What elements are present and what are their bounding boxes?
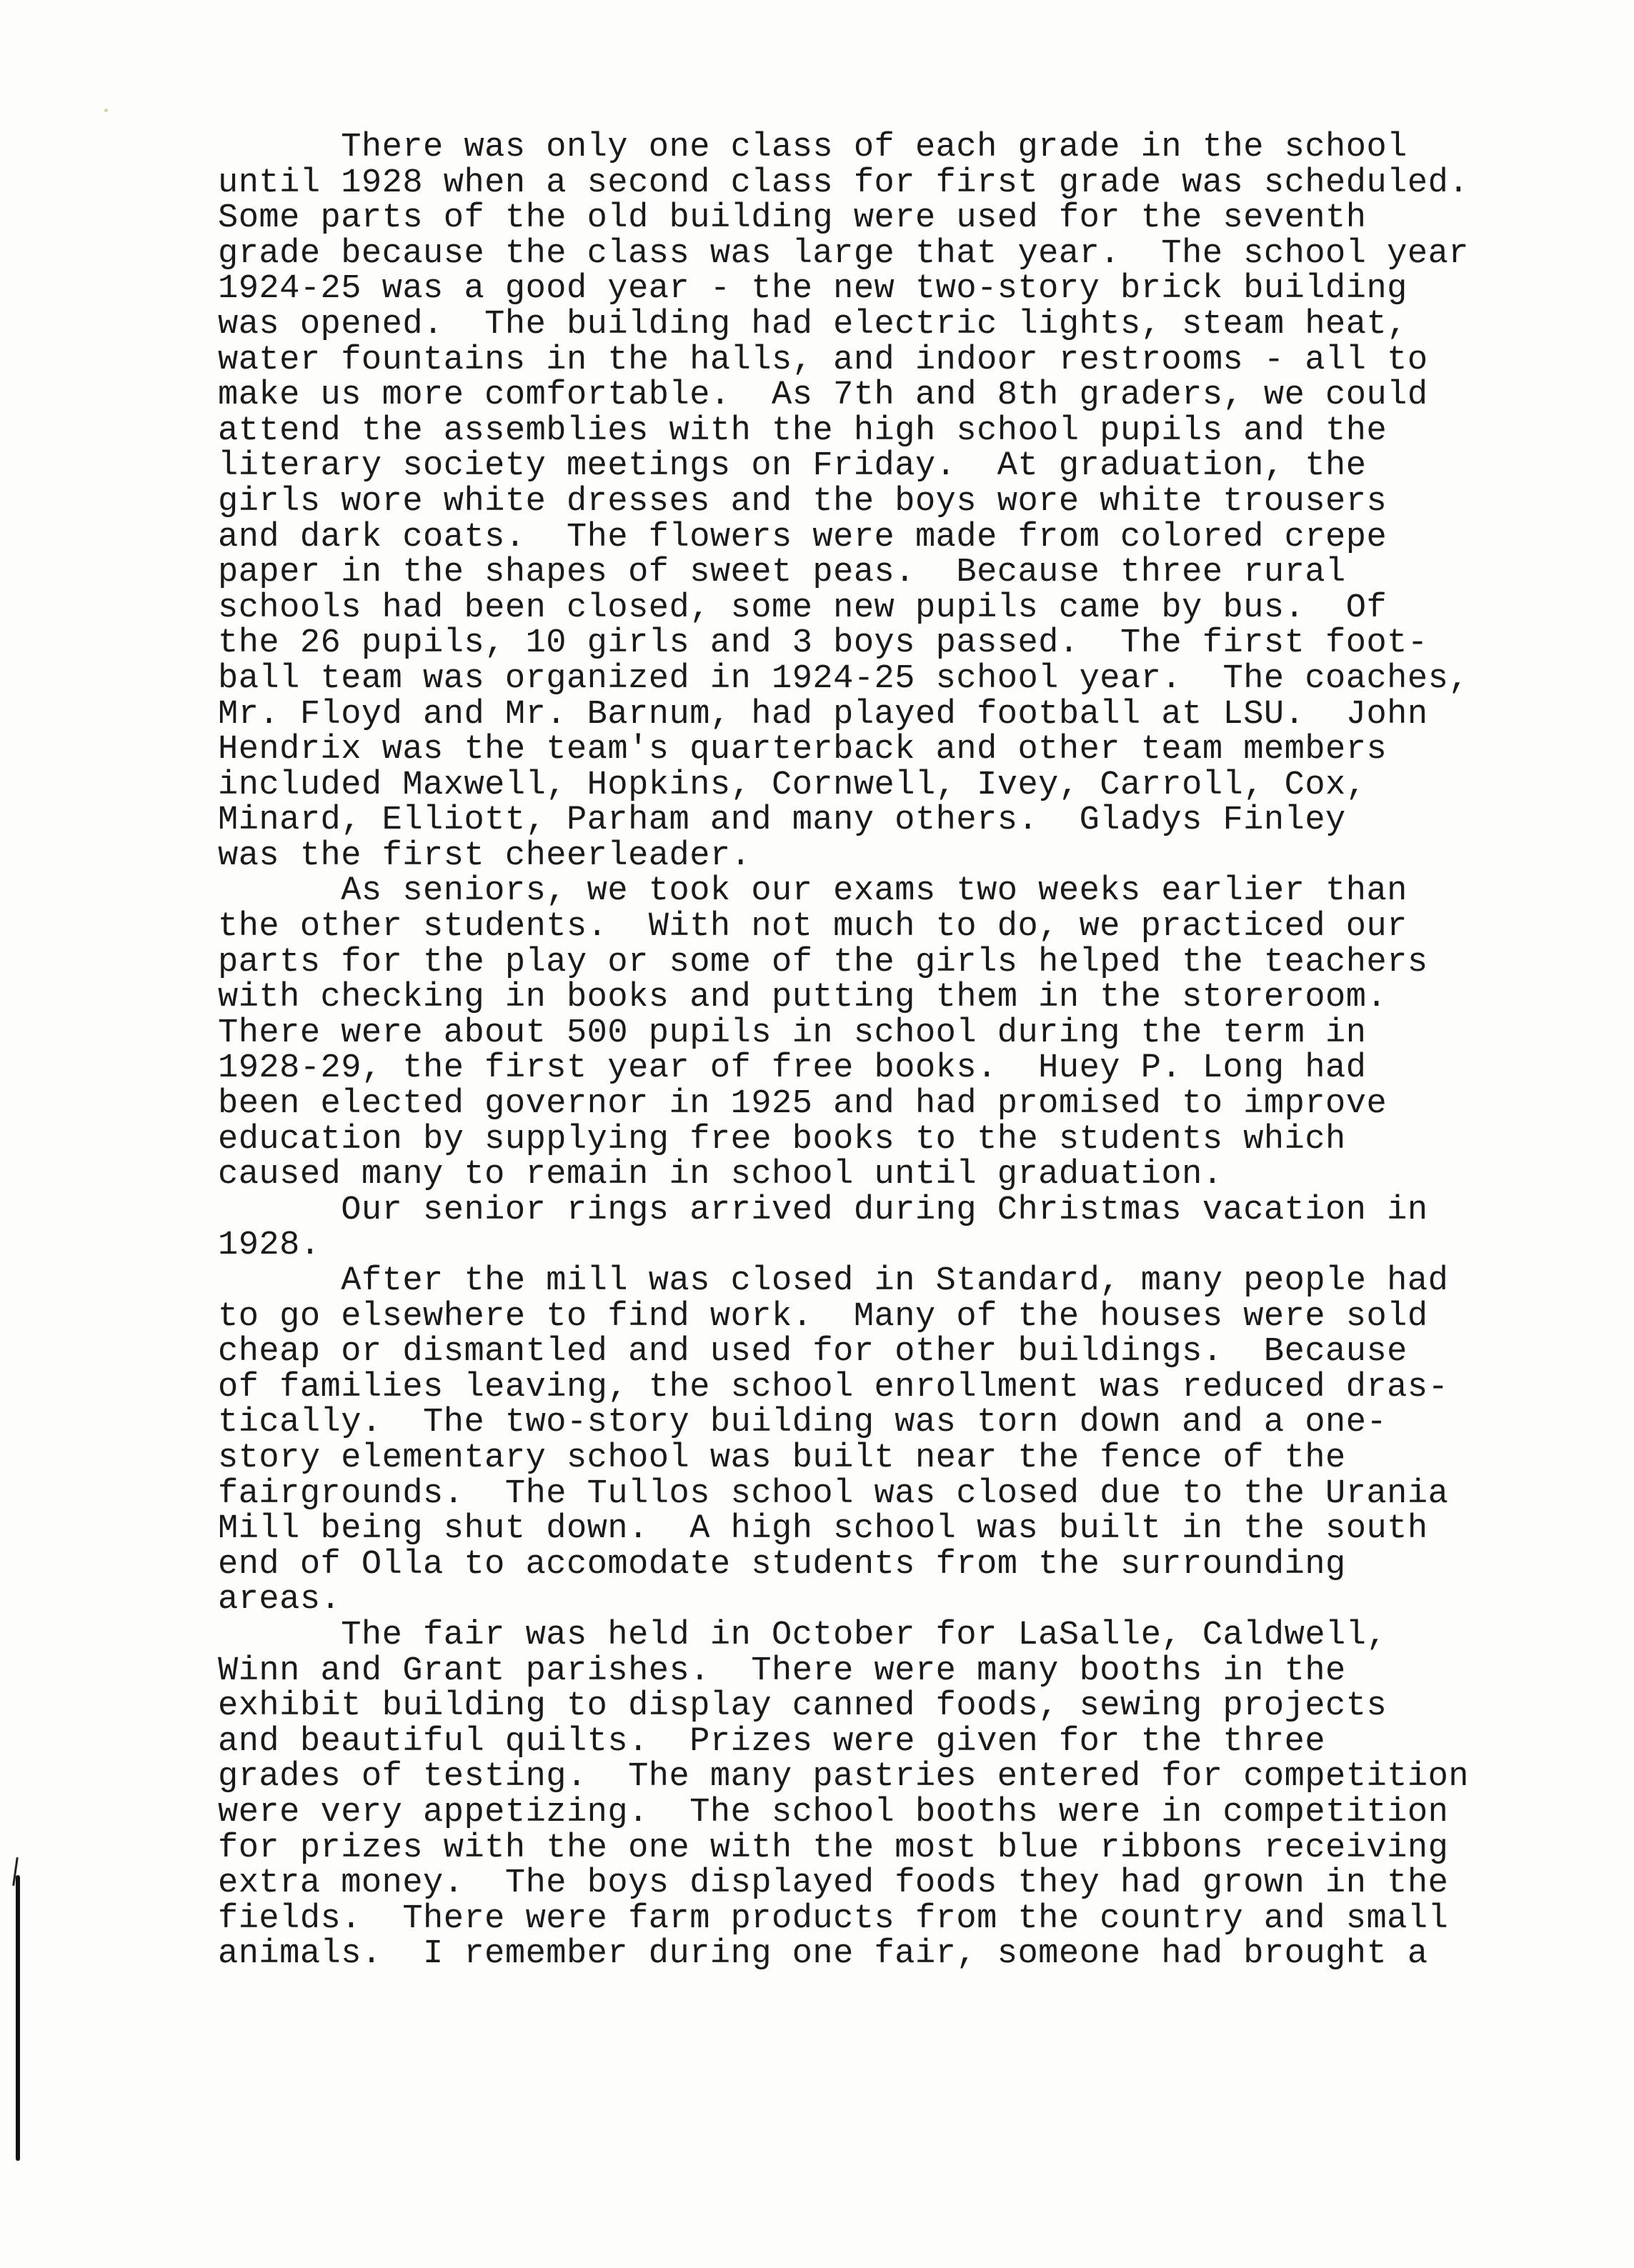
text-line: with checking in books and putting them in the storeroom. (218, 979, 1388, 1017)
text-line: was opened. The building had electric lights, steam heat, (218, 305, 1408, 344)
text-line: Mill being shut down. A high school was built in the south (218, 1510, 1428, 1549)
text-line: Mr. Floyd and Mr. Barnum, had played football at LSU. John (218, 695, 1428, 734)
text-line: make us more comfortable. As 7th and 8th graders, we could (218, 376, 1428, 415)
text-line: story elementary school was built near the fence of the (218, 1439, 1346, 1477)
text-line: extra money. The boys displayed foods they had grown in the (218, 1864, 1449, 1903)
text-line: 1928-29, the first year of free books. Huey P. Long had (218, 1049, 1367, 1088)
text-line: Hendrix was the team's quarterback and other team members (218, 731, 1388, 769)
text-line: fairgrounds. The Tullos school was closed due to the Urania (218, 1474, 1449, 1513)
text-line: ball team was organized in 1924-25 school year. The coaches, (218, 659, 1469, 698)
text-line: As seniors, we took our exams two weeks earlier than (218, 872, 1408, 911)
body-text (218, 130, 1518, 1972)
text-line: of families leaving, the school enrollment was reduced dras- (218, 1368, 1449, 1407)
text-line: tically. The two-story building was torn down and a one- (218, 1404, 1388, 1442)
text-line: grades of testing. The many pastries entered for competition (218, 1758, 1469, 1797)
text-line: included Maxwell, Hopkins, Cornwell, Ivey, Carroll, Cox, (218, 766, 1367, 804)
text-line: and dark coats. The flowers were made from colored crepe (218, 518, 1388, 556)
text-line: grade because the class was large that year. The school year (218, 234, 1469, 273)
text-line: the 26 pupils, 10 girls and 3 boys passed. The first foot- (218, 624, 1428, 663)
text-line: for prizes with the one with the most blue ribbons receiving (218, 1829, 1449, 1867)
text-line: areas. (218, 1581, 342, 1619)
text-line: 1928. (218, 1227, 321, 1265)
text-line: and beautiful quilts. Prizes were given for the three (218, 1722, 1326, 1761)
text-line: to go elsewhere to find work. Many of the houses were sold (218, 1297, 1428, 1336)
text-line: parts for the play or some of the girls helped the teachers (218, 943, 1428, 981)
text-line: There was only one class of each grade in the school (218, 129, 1408, 166)
margin-rule (16, 1875, 20, 2161)
text-line: girls wore white dresses and the boys wore white trousers (218, 482, 1388, 521)
text-line: caused many to remain in school until graduation. (218, 1156, 1223, 1194)
text-line: exhibit building to display canned foods, sewing projects (218, 1687, 1388, 1726)
text-line: Some parts of the old building were used for the seventh (218, 199, 1367, 238)
text-line: been elected governor in 1925 and had promised to improve (218, 1085, 1388, 1124)
text-line: were very appetizing. The school booths were in competition (218, 1793, 1449, 1832)
text-line: the other students. With not much to do, we practiced our (218, 908, 1408, 946)
text-line: water fountains in the halls, and indoor restrooms - all to (218, 341, 1428, 379)
text-line: fields. There were farm products from the country and small (218, 1899, 1449, 1938)
text-line: literary society meetings on Friday. At graduation, the (218, 447, 1367, 486)
text-line: Our senior rings arrived during Christmas vacation in (218, 1191, 1428, 1229)
text-line: attend the assemblies with the high school pupils and the (218, 411, 1388, 450)
paper-speck (104, 109, 108, 112)
text-line: After the mill was closed in Standard, many people had (218, 1262, 1449, 1300)
text-line: schools had been closed, some new pupils came by bus. Of (218, 589, 1388, 627)
text-line: 1924-25 was a good year - the new two-story brick building (218, 270, 1408, 309)
text-line: There were about 500 pupils in school during the term in (218, 1014, 1367, 1052)
text-line: The fair was held in October for LaSalle, Caldwell, (218, 1616, 1388, 1654)
text-line: end of Olla to accomodate students from the surrounding (218, 1545, 1346, 1584)
text-line: Minard, Elliott, Parham and many others. Gladys Finley (218, 801, 1346, 840)
text-line: until 1928 when a second class for first grade was scheduled. (218, 164, 1469, 202)
text-line: paper in the shapes of sweet peas. Because three rural (218, 554, 1346, 592)
text-line: Winn and Grant parishes. There were many booths in the (218, 1652, 1346, 1690)
text-line: education by supplying free books to the students which (218, 1120, 1346, 1159)
text-line: animals. I remember during one fair, someone had brought a (218, 1935, 1428, 1974)
text-line: was the first cheerleader. (218, 836, 752, 875)
text-line: cheap or dismantled and used for other buildings. Because (218, 1333, 1408, 1372)
